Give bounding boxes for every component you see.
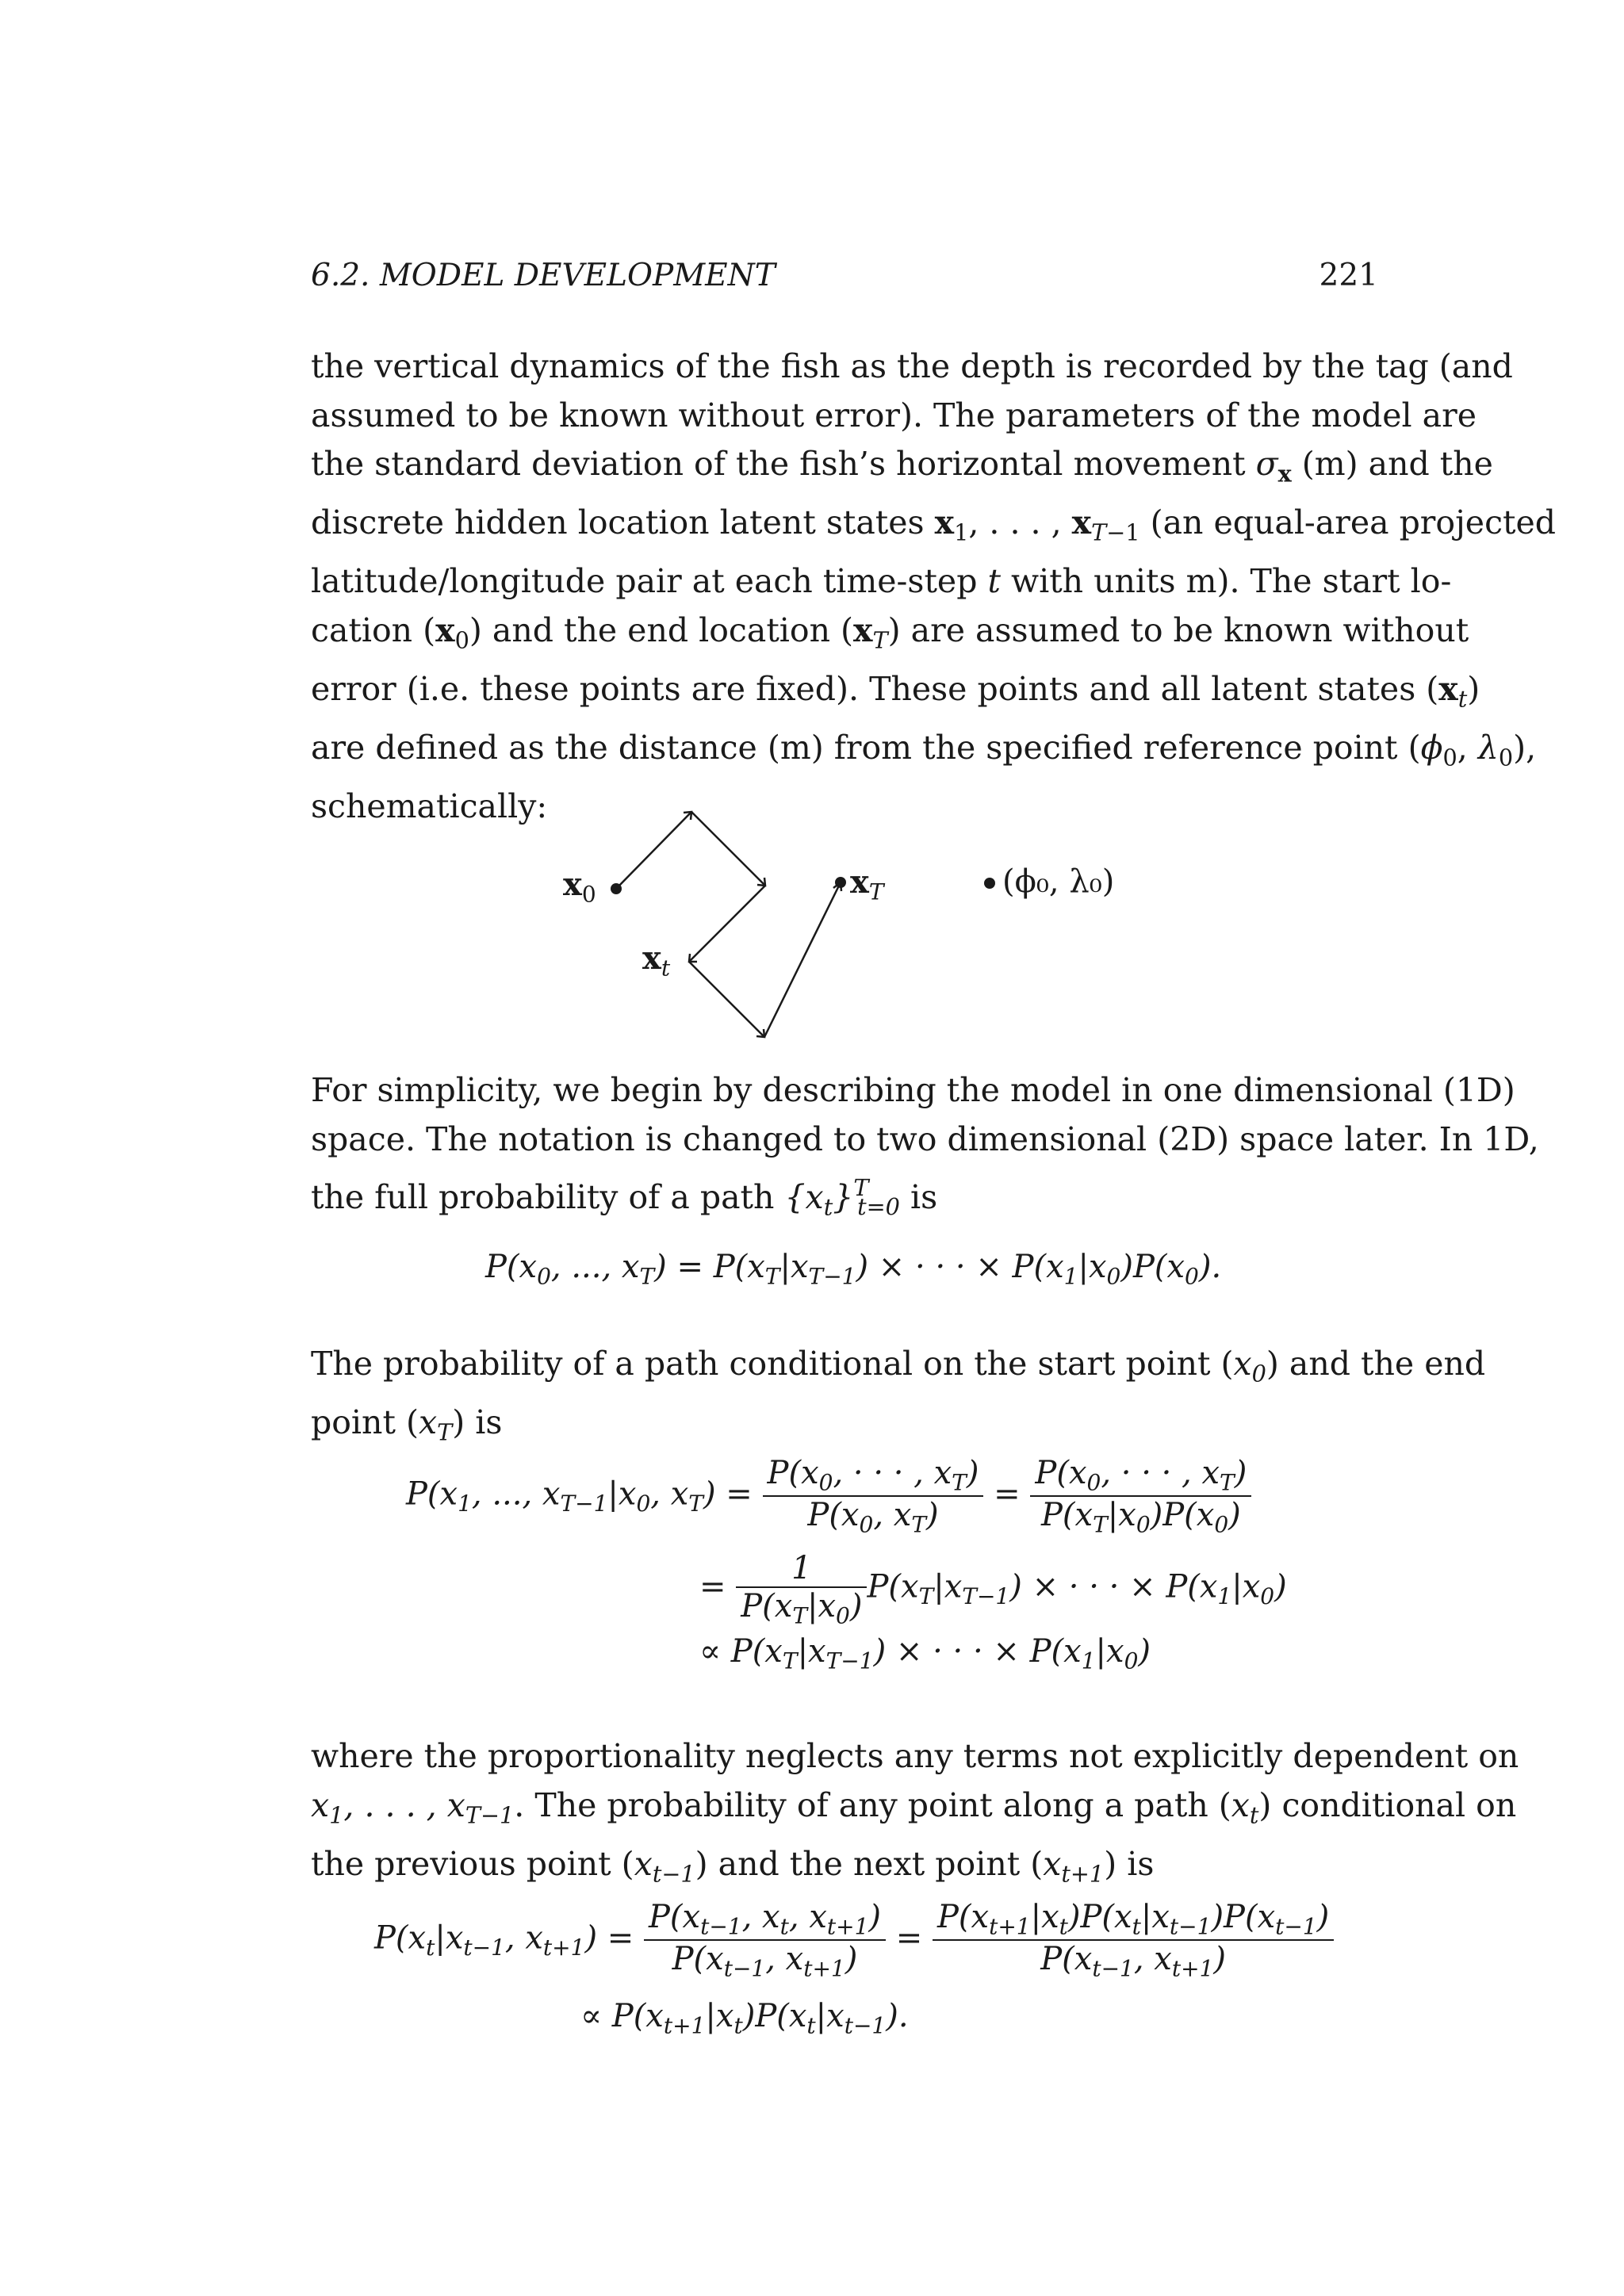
path-segments [616, 812, 841, 1037]
label-reference-point: (ϕ₀, λ₀) [1002, 863, 1115, 900]
text-line: assumed to be known without error). The parameters of the model are [311, 396, 1477, 434]
page [311, 0, 1557, 2296]
text-line: $x_1$, . . . , $x_{T-1}$. The probability of any point along a path $(x_t)$ conditional on [311, 1785, 1517, 1829]
equation-full-probability: $P(x_0$, ..., $x_T) = P(x_T|x_{T-1})$ × · · · × $P(x_1|x_0)P(x_0)$. [485, 1249, 1222, 1290]
equation-point-conditional-line1: $P(x_t|x_{t-1}$, $x_{t+1}$) = $\frac{P(x_{t-1}, x_t, x_{t+1})}{P(x_{t-1}, x_{t+1})}$ = $\frac{P(x_{t+1}|x_t)P(x_t|x_{t-1})P(x_{t-1})}{P(x_{t-1}, x_{t+1})}$ [374, 1899, 1334, 1982]
text-line: For simplicity, we begin by describing the model in one dimensional (1D) [311, 1071, 1515, 1109]
text-line: cation $(x_0)$ and the end location $(x_T)$ are assumed to be known without [311, 610, 1469, 654]
equation-conditional-path-line2: = $\frac{1}{P(x_T|x_0)}$ $P(x_T|x_{T-1})$ × · · · × $P(x_1|x_0)$ [699, 1550, 1287, 1629]
path-segment [616, 812, 691, 889]
text-line: error (i.e. these points are fixed). These points and all latent states $(x_t)$ [311, 669, 1480, 713]
path-segment [691, 812, 765, 886]
reference-point-dot [984, 878, 995, 889]
paragraph-1d-description [311, 1066, 1539, 1232]
text-line: The probability of a path conditional on the start point $(x_0)$ and the end [311, 1345, 1486, 1387]
section-title: 6.2. MODEL DEVELOPMENT [311, 258, 776, 293]
text-line: the vertical dynamics of the fish as the depth is recorded by the tag (and [311, 347, 1513, 385]
text-line: the full probability of a path $\{x_t\}^T_{t=0}$ is [311, 1174, 938, 1221]
text-line: discrete hidden location latent states $x_1$, . . . , $x_{T-1}$ (an equal-area projected [311, 503, 1557, 546]
page-number: 221 [1319, 258, 1378, 293]
path-segment [764, 882, 841, 1037]
equation-conditional-path-line1: $P(x_1$, ..., $x_{T-1}|x_0$, $x_T$) = $\frac{P(x_0, \cdot \cdot \cdot , x_T)}{P(x_0, x_T)}$ = $\frac{P(x_0, \cdot \cdot \cdot , x_T)}{P(x_T|x_0)P(x_0)}$ [406, 1455, 1251, 1538]
path-segment [689, 886, 765, 962]
arrowheads [684, 812, 841, 1037]
equation-point-conditional-line2: ∝ $P(x_{t+1}|x_t)P(x_t|x_{t-1})$. [580, 1998, 909, 2039]
text-line: the previous point $(x_{t-1})$ and the next point $(x_{t+1})$ is [311, 1844, 1155, 1888]
start-point-dot [611, 883, 622, 894]
text-line: where the proportionality neglects any terms not explicitly dependent on [311, 1737, 1519, 1775]
equation-conditional-path-line3: ∝ $P(x_T|x_{T-1})$ × · · · × $P(x_1|x_0)$ [699, 1633, 1151, 1674]
text-line: space. The notation is changed to two dimensional (2D) space later. In 1D, [311, 1119, 1539, 1158]
paragraph-proportionality [311, 1732, 1519, 1899]
label-xT: $x_T$ [850, 863, 884, 905]
end-point-dot [835, 877, 846, 888]
text-line: are defined as the distance (m) from the specified reference point ($\phi_0$, $\lambda_0$), [311, 728, 1537, 771]
text-line: point $(x_T)$ is [311, 1403, 503, 1446]
label-xt: $x_t$ [642, 939, 671, 982]
text-line: schematically: [311, 787, 548, 826]
path-segment [689, 962, 764, 1037]
text-line: latitude/longitude pair at each time-step t with units m). The start lo- [311, 562, 1452, 601]
paragraph-conditional-path [311, 1340, 1486, 1457]
label-x0: $x_0$ [563, 866, 596, 908]
text-line: the standard deviation of the fish’s horizontal movement $\sigma_x$ (m) and the [311, 445, 1493, 488]
